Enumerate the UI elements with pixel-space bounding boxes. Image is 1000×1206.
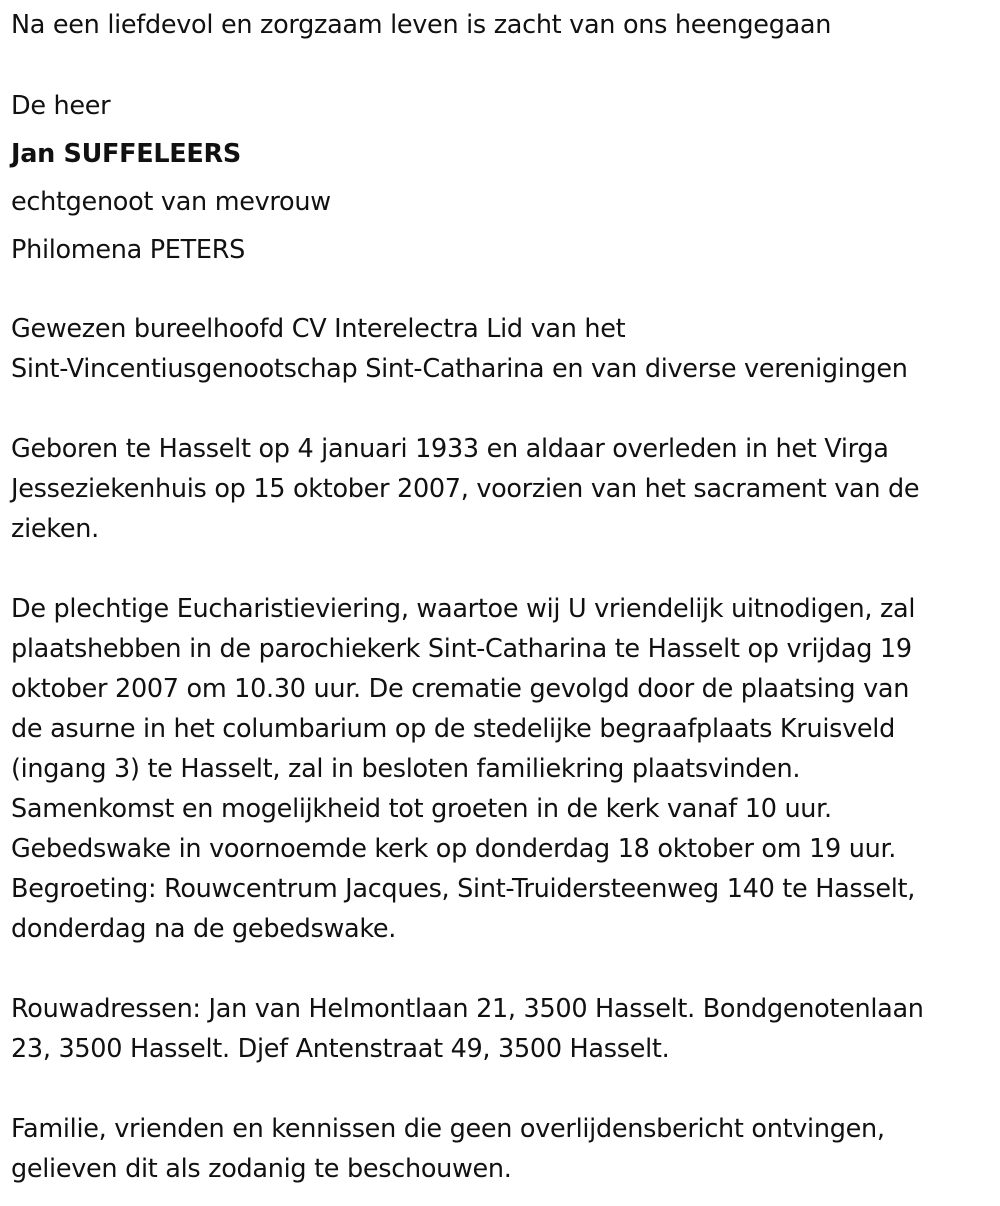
honorific-title: De heer <box>11 91 111 121</box>
intro-line: Na een liefdevol en zorgzaam leven is zacht van ons heengegaan <box>11 10 832 40</box>
spouse-label: echtgenoot van mevrouw <box>11 187 331 217</box>
family-note-paragraph: Familie, vrienden en kennissen die geen overlijdensbericht ontvingen, gelieven dit als zodanig te beschouwen. <box>11 1114 885 1184</box>
addresses-paragraph: Rouwadressen: Jan van Helmontlaan 21, 3500 Hasselt. Bondgenotenlaan 23, 3500 Hasselt. Djef Antenstraat 49, 3500 Hasselt. <box>11 994 924 1064</box>
ceremony-paragraph: De plechtige Eucharistieviering, waartoe wij U vriendelijk uitnodigen, zal plaatshebben in de parochiekerk Sint-Catharina te Hasselt op vrijdag 19 oktober 2007 om 10.30 uur. De crematie gevolgd door de plaatsing van de asurne in het columbarium op de stedelijke begraafplaats Kruisveld (ingang 3) te Hasselt, zal in besloten familiekring plaatsvinden. Samenkomst en mogelijkheid tot groeten in de kerk vanaf 10 uur. Gebedswake in voornoemde kerk op donderdag 18 oktober om 19 uur. Begroeting: Rouwcentrum Jacques, Sint-Truidersteenweg 140 te Hasselt, donderdag na de gebedswake. <box>11 594 916 944</box>
birth-death-paragraph: Geboren te Hasselt op 4 januari 1933 en aldaar overleden in het Virga Jesseziekenhuis op 15 oktober 2007, voorzien van het sacrament van de zieken. <box>11 434 920 544</box>
deceased-name: Jan SUFFELEERS <box>11 139 241 169</box>
spouse-name: Philomena PETERS <box>11 235 246 265</box>
occupation-paragraph: Gewezen bureelhoofd CV Interelectra Lid van het Sint-Vincentiusgenootschap Sint-Catharina en van diverse verenigingen <box>11 314 908 384</box>
